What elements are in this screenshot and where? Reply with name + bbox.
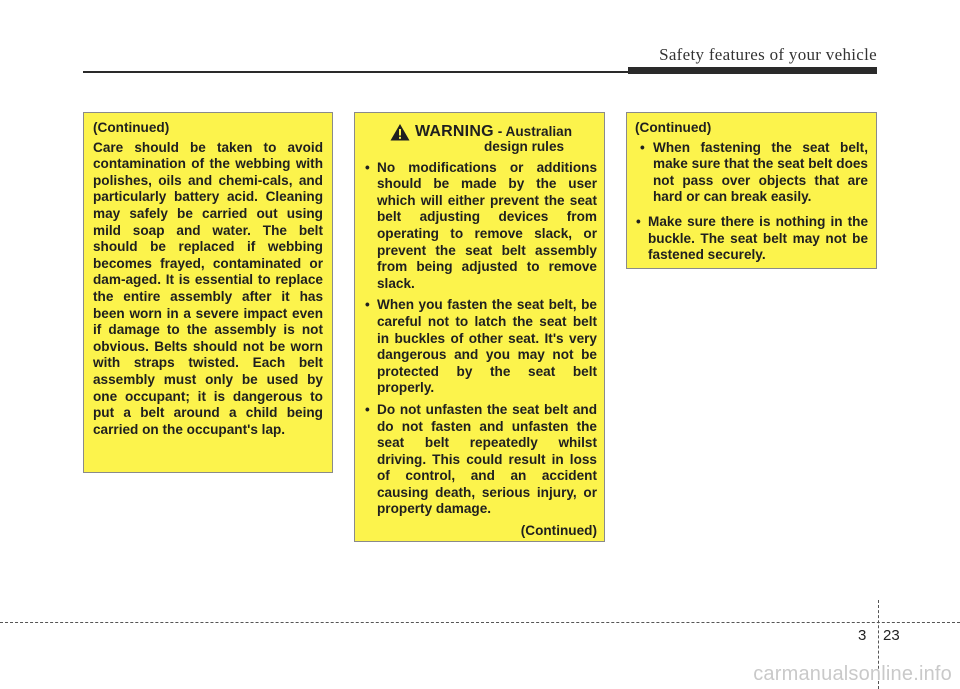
page-number: 23 — [883, 627, 900, 644]
warning-word: WARNING — [415, 123, 494, 140]
warning-triangle-icon — [390, 123, 410, 141]
list-item-text: When you fasten the seat belt, be careful not to latch the seat belt in buckles of other seat. It's very dangerous and you may not be protected by the seat belt properly. — [377, 297, 597, 396]
bullet-icon: • — [365, 401, 370, 417]
bullet-icon: • — [365, 297, 370, 313]
bullet-icon: • — [640, 139, 645, 155]
warning-box — [354, 112, 605, 542]
list-item — [364, 297, 597, 397]
watermark-text: carmanualsonline.info — [753, 663, 952, 685]
warning-subtitle-1: - Australian — [497, 124, 573, 139]
warning-subtitle-2: design rules — [484, 139, 565, 154]
list-item-text: Make sure there is nothing in the buckle. The seat belt may not be fastened securely. — [648, 213, 868, 263]
header-rule — [83, 71, 628, 73]
list-item-text: Do not unfasten the seat belt and do not fasten and unfasten the seat belt repeatedly whilst driving. This could result in loss of control, and an accident causing death, serious injury, or property damage. — [377, 401, 597, 517]
list-item — [635, 140, 868, 206]
header-rule-thick — [628, 67, 877, 74]
continued-note-box — [626, 112, 877, 269]
page-header-title: Safety features of your vehicle — [659, 45, 877, 64]
seat-belt-bullet-list — [635, 140, 868, 264]
bullet-icon: • — [636, 213, 641, 229]
continued-label: (Continued) — [93, 120, 170, 135]
list-item — [635, 214, 868, 264]
list-item-text: When fastening the seat belt, make sure that the seat belt does not pass over objects that are hard or can break easily. — [653, 139, 868, 205]
list-item — [364, 160, 597, 293]
webbing-care-text: Care should be taken to avoid contamination of the webbing with polishes, oils and chemi-cals, and particularly battery acid. Cleaning may safely be carried out using mild soap and water. The belt should be replaced if webbing becomes frayed, contaminated or dam-aged. It is essential to replace the entire assembly after it has been worn in a severe impact even if damage to the assembly is not obvious. Belts should not be worn with straps twisted. Each belt assembly must only be used by one occupant; it is dangerous to put a belt around a child being carried on the occupant's lap. — [93, 139, 323, 437]
bullet-icon: • — [365, 159, 370, 175]
continued-label: (Continued) — [635, 120, 712, 135]
continued-note-box — [83, 112, 333, 473]
list-item-text: No modifications or additions should be made by the user which will either prevent the seat belt adjusting devices from operating to remove slack, or prevent the seat belt assembly from being adjusted to remove slack. — [377, 159, 597, 291]
footer-dashed-line — [0, 622, 960, 623]
continued-label: (Continued) — [520, 523, 597, 539]
warning-bullet-list — [364, 160, 597, 518]
list-item — [364, 402, 597, 518]
chapter-number: 3 — [858, 627, 867, 644]
